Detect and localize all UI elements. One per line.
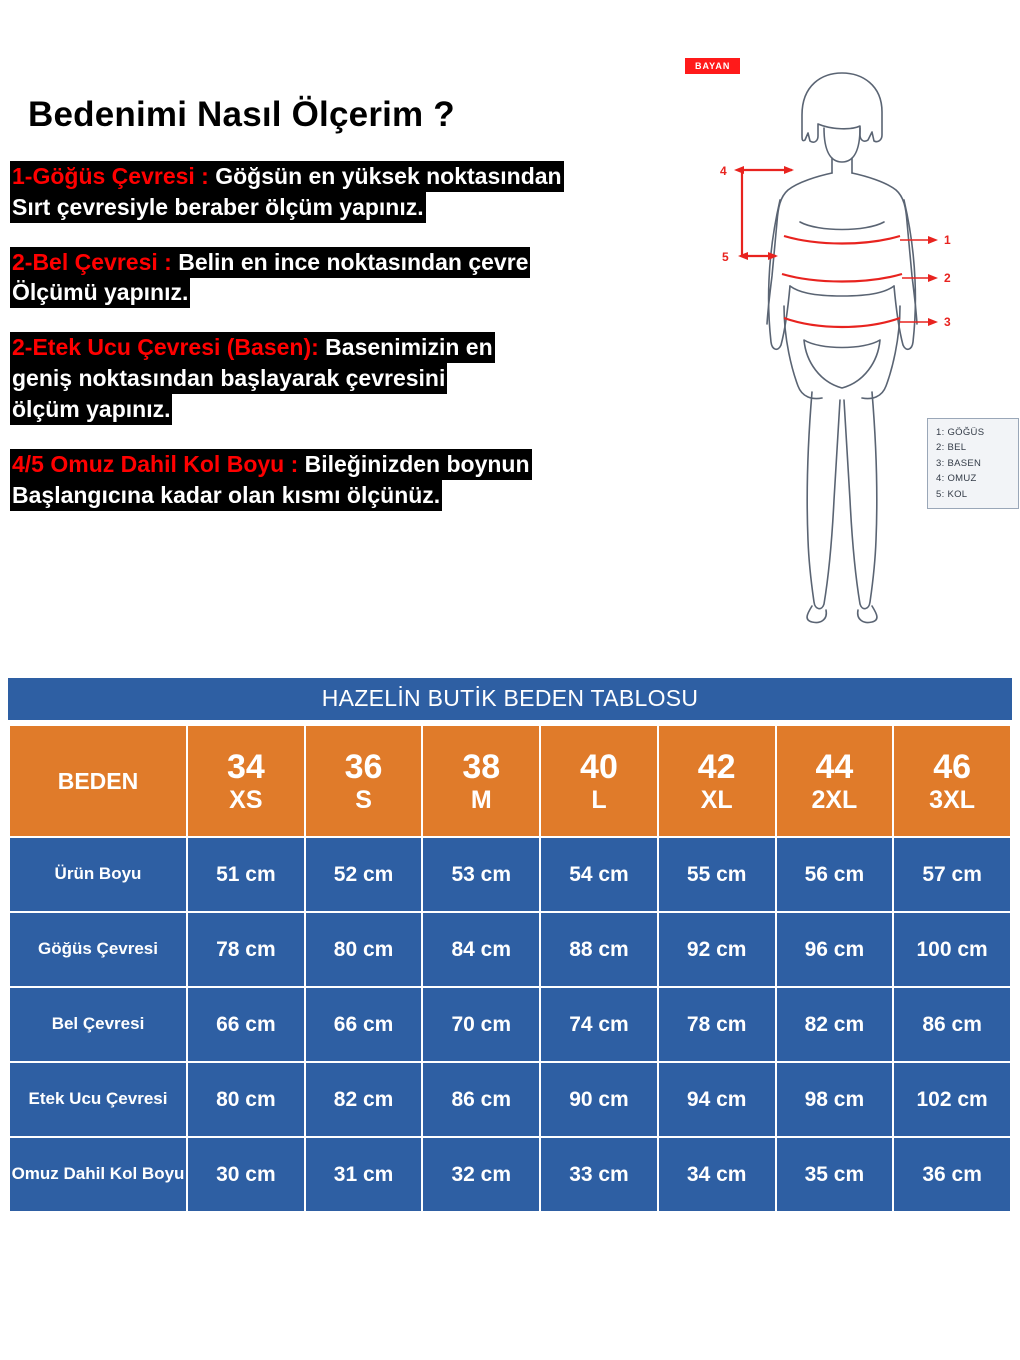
legend-item-2: 2: BEL: [936, 442, 967, 454]
table-col-42: [658, 725, 776, 837]
col-46-number: 46: [933, 747, 972, 786]
instruction-paragraph-4: [10, 449, 690, 511]
cell-bel-46: 86 cm: [893, 987, 1011, 1062]
instruction-1-key: 1-Göğüs Çevresi :: [12, 163, 209, 189]
female-measurement-diagram: [672, 40, 1012, 640]
instruction-2-line-2: Ölçümü yapınız.: [10, 277, 190, 308]
instruction-paragraph-3: [10, 332, 690, 424]
table-col-44: [776, 725, 894, 837]
cell-urun-boyu-40: 54 cm: [540, 837, 658, 912]
page-title: Bedenimi Nasıl Ölçerim ?: [28, 95, 455, 134]
cell-bel-44: 82 cm: [776, 987, 894, 1062]
size-table-title: HAZELİN BUTİK BEDEN TABLOSU: [8, 678, 1012, 720]
cell-bel-38: 70 cm: [422, 987, 540, 1062]
legend-item-1: 1: GÖĞÜS: [936, 427, 985, 438]
cell-bel-42: 78 cm: [658, 987, 776, 1062]
cell-gogus-34: 78 cm: [187, 912, 305, 987]
table-row: [9, 1062, 1011, 1137]
table-col-36: [305, 725, 423, 837]
col-44-alpha: 2XL: [811, 785, 858, 814]
cell-etek-40: 90 cm: [540, 1062, 658, 1137]
marker-4: 4: [720, 164, 727, 178]
cell-etek-38: 86 cm: [422, 1062, 540, 1137]
col-36-number: 36: [344, 747, 383, 786]
cell-kol-42: 34 cm: [658, 1137, 776, 1212]
instruction-3-line-1: Basenimizin en: [318, 334, 493, 361]
cell-etek-42: 94 cm: [658, 1062, 776, 1137]
col-42-alpha: XL: [700, 785, 733, 814]
cell-etek-44: 98 cm: [776, 1062, 894, 1137]
cell-gogus-46: 100 cm: [893, 912, 1011, 987]
row-label-gogus-cevresi: Göğüs Çevresi: [9, 912, 187, 987]
col-34-alpha: XS: [229, 785, 263, 814]
table-row: [9, 987, 1011, 1062]
col-38-number: 38: [462, 747, 501, 786]
instruction-3-line-3: ölçüm yapınız.: [10, 394, 172, 425]
cell-kol-36: 31 cm: [305, 1137, 423, 1212]
cell-kol-46: 36 cm: [893, 1137, 1011, 1212]
col-36-alpha: S: [355, 785, 372, 814]
cell-bel-34: 66 cm: [187, 987, 305, 1062]
col-44-number: 44: [815, 747, 854, 786]
instruction-4-line-1: Bileğinizden boynun: [298, 450, 530, 477]
measurement-instructions: [0, 0, 690, 534]
legend-item-3: 3: BASEN: [936, 457, 982, 469]
marker-3: 3: [944, 315, 951, 329]
instruction-1-line-2: Sırt çevresiyle beraber ölçüm yapınız.: [10, 192, 426, 223]
legend-item-4: 4: OMUZ: [936, 473, 977, 485]
cell-gogus-38: 84 cm: [422, 912, 540, 987]
instruction-paragraph-2: [10, 247, 690, 309]
cell-bel-36: 66 cm: [305, 987, 423, 1062]
cell-urun-boyu-34: 51 cm: [187, 837, 305, 912]
cell-etek-36: 82 cm: [305, 1062, 423, 1137]
table-header-row: [9, 725, 1011, 837]
body-outline-svg: [672, 40, 1012, 640]
cell-urun-boyu-38: 53 cm: [422, 837, 540, 912]
table-col-34: [187, 725, 305, 837]
size-table: [8, 724, 1012, 1213]
col-38-alpha: M: [470, 785, 492, 814]
table-corner-label: BEDEN: [9, 725, 187, 837]
instruction-paragraph-1: [10, 161, 690, 223]
instruction-1-line-1: Göğsün en yüksek noktasından: [208, 163, 562, 189]
row-label-urun-boyu: Ürün Boyu: [9, 837, 187, 912]
cell-gogus-36: 80 cm: [305, 912, 423, 987]
row-label-etek-ucu-cevresi: Etek Ucu Çevresi: [9, 1062, 187, 1137]
cell-urun-boyu-44: 56 cm: [776, 837, 894, 912]
cell-etek-46: 102 cm: [893, 1062, 1011, 1137]
row-label-omuz-dahil-kol-boyu: Omuz Dahil Kol Boyu: [9, 1137, 187, 1212]
cell-kol-44: 35 cm: [776, 1137, 894, 1212]
marker-2: 2: [944, 271, 951, 285]
instruction-4-key: 4/5 Omuz Dahil Kol Boyu :: [12, 450, 299, 477]
table-col-38: [422, 725, 540, 837]
instruction-3-line-2: geniş noktasından başlayarak çevresini: [10, 363, 447, 394]
cell-gogus-42: 92 cm: [658, 912, 776, 987]
table-col-40: [540, 725, 658, 837]
size-table-section: [8, 678, 1012, 1213]
legend-item-5: 5: KOL: [936, 488, 968, 500]
cell-gogus-40: 88 cm: [540, 912, 658, 987]
instruction-2-key: 2-Bel Çevresi :: [12, 248, 172, 275]
bayan-badge: BAYAN: [685, 58, 740, 74]
cell-gogus-44: 96 cm: [776, 912, 894, 987]
row-label-bel-cevresi: Bel Çevresi: [9, 987, 187, 1062]
col-46-alpha: 3XL: [929, 785, 976, 814]
marker-5: 5: [722, 250, 729, 264]
instruction-4-line-2: Başlangıcına kadar olan kısmı ölçünüz.: [10, 480, 442, 511]
cell-kol-40: 33 cm: [540, 1137, 658, 1212]
table-row: [9, 912, 1011, 987]
cell-kol-38: 32 cm: [422, 1137, 540, 1212]
table-row: [9, 837, 1011, 912]
cell-urun-boyu-46: 57 cm: [893, 837, 1011, 912]
cell-urun-boyu-36: 52 cm: [305, 837, 423, 912]
col-42-number: 42: [697, 747, 736, 786]
instruction-2-line-1: Belin en ince noktasından çevre: [171, 248, 529, 275]
cell-bel-40: 74 cm: [540, 987, 658, 1062]
cell-etek-34: 80 cm: [187, 1062, 305, 1137]
cell-kol-34: 30 cm: [187, 1137, 305, 1212]
table-row: [9, 1137, 1011, 1212]
col-40-number: 40: [580, 747, 618, 786]
col-34-number: 34: [226, 747, 265, 786]
marker-1: 1: [944, 233, 951, 247]
table-col-46: [893, 725, 1011, 837]
instruction-3-key: 2-Etek Ucu Çevresi (Basen):: [12, 334, 319, 361]
cell-urun-boyu-42: 55 cm: [658, 837, 776, 912]
col-40-alpha: L: [591, 785, 607, 814]
diagram-legend: [927, 418, 1019, 509]
